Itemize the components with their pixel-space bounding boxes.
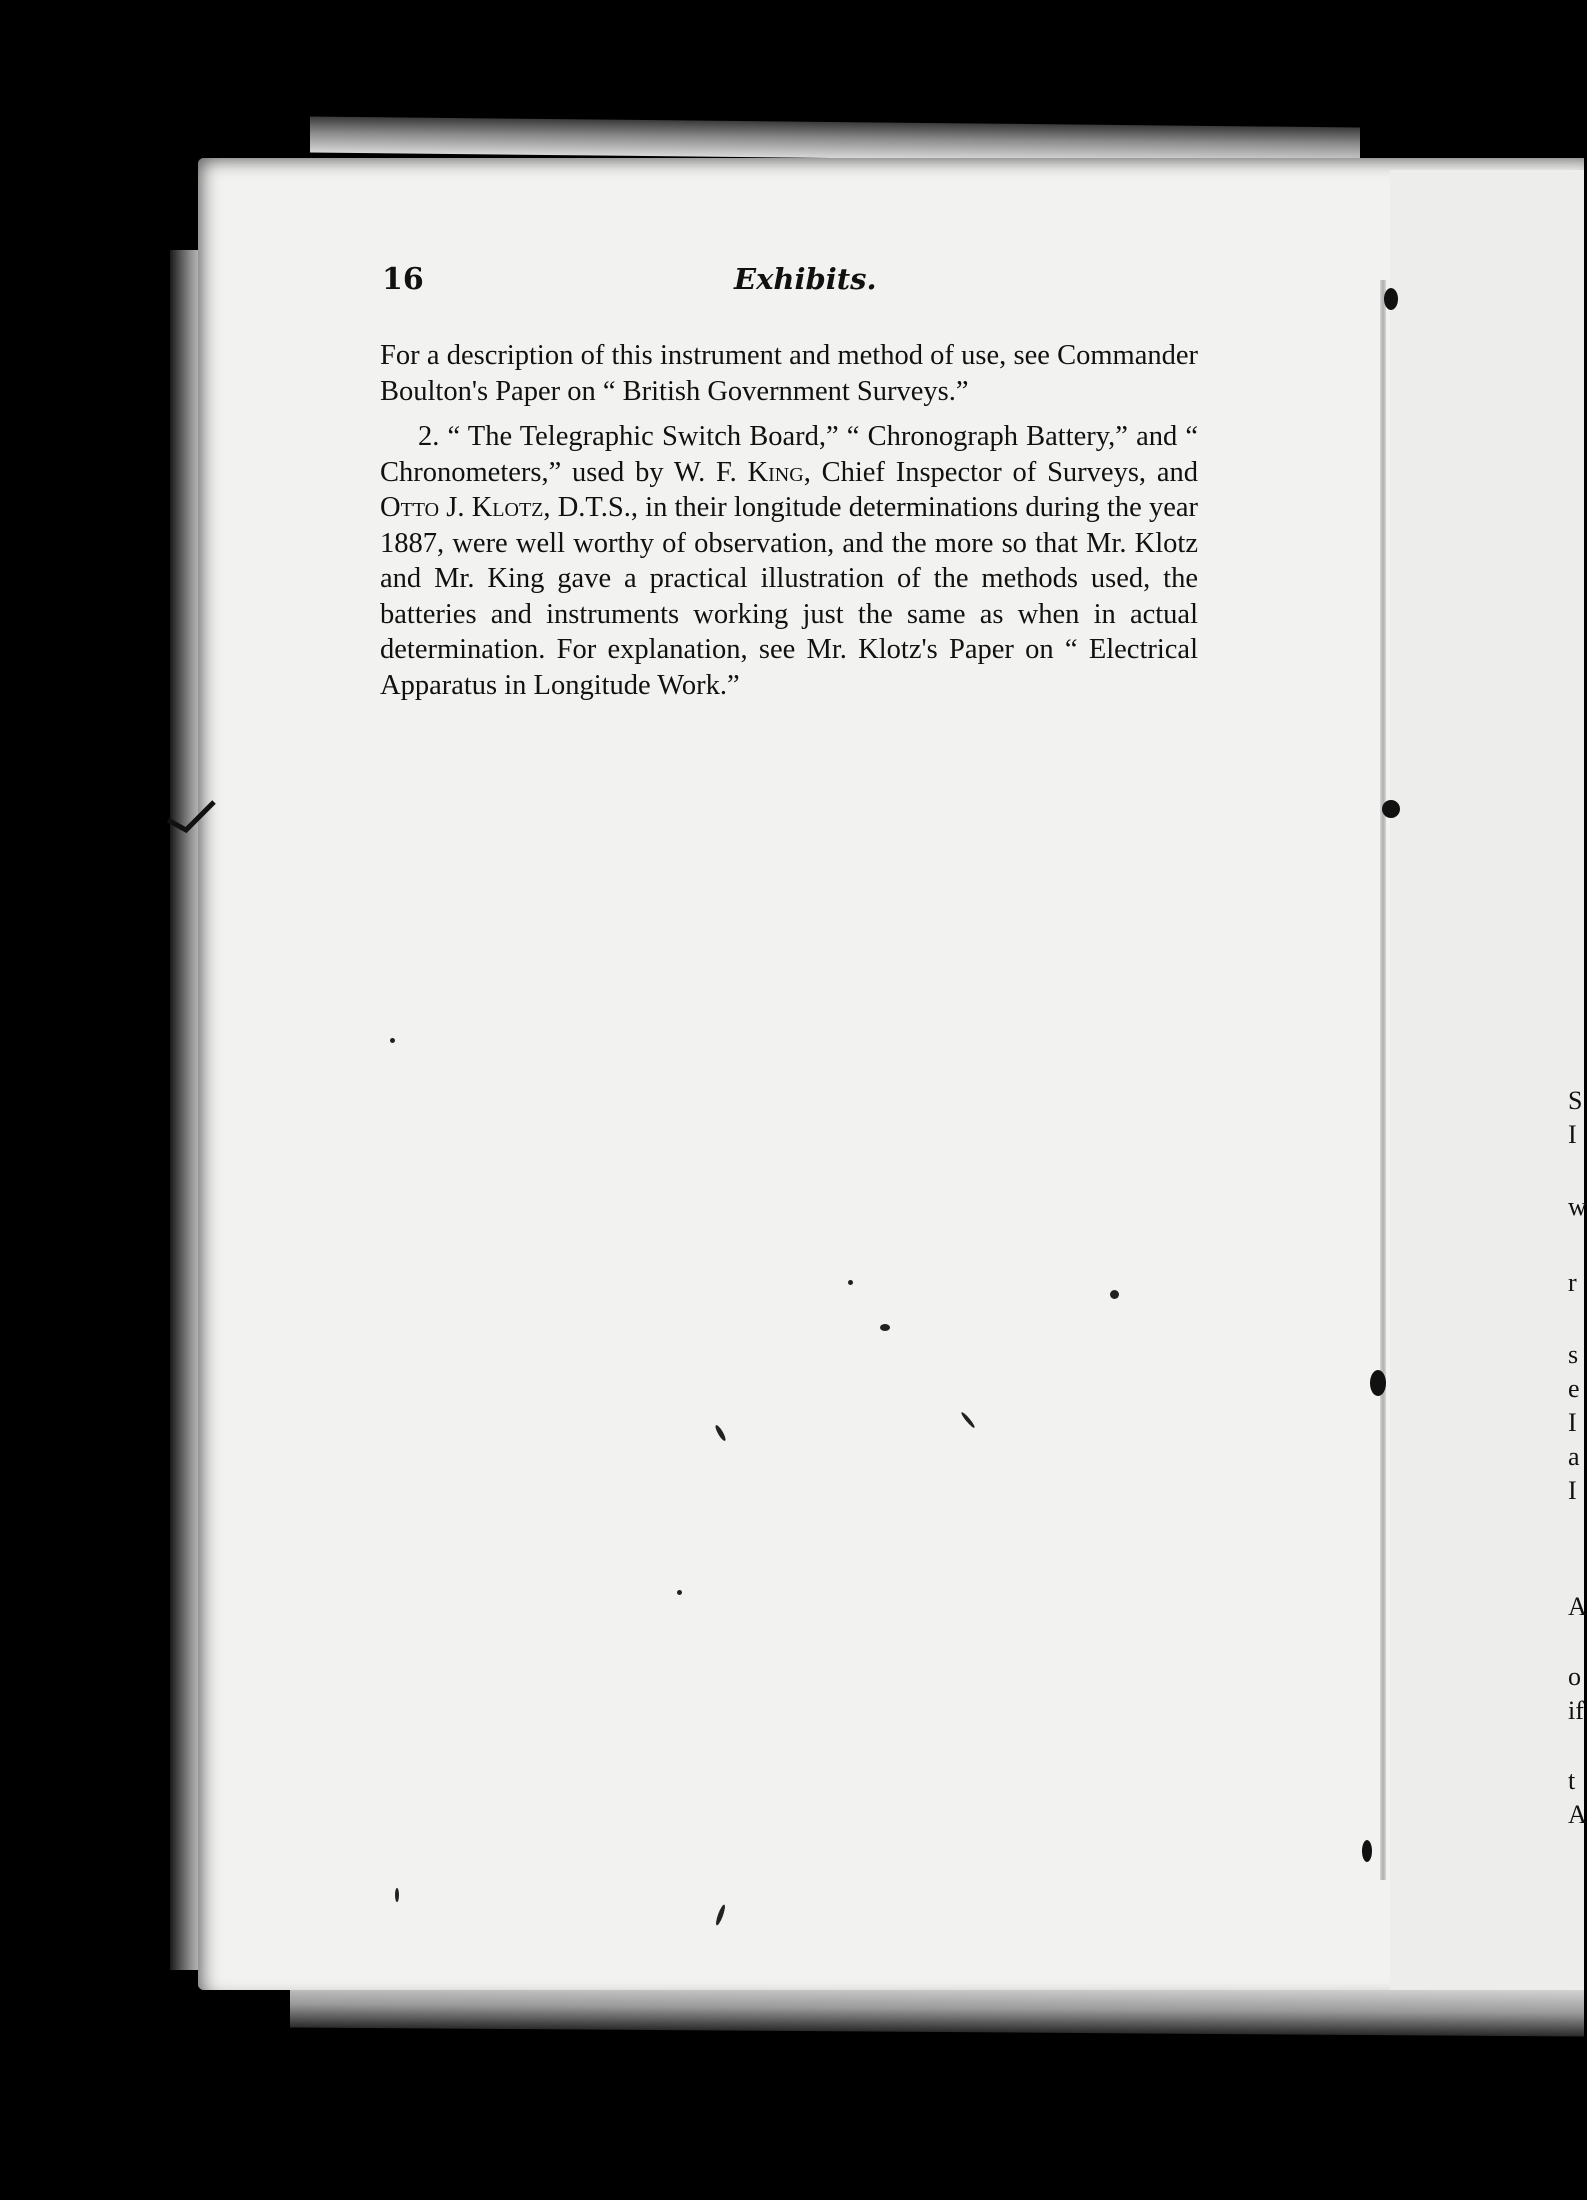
page-number: 16 [382,262,424,297]
page-heading: Exhibits. [734,262,877,296]
speck [1110,1290,1119,1299]
ink-blot [1382,800,1400,818]
ink-blot [1370,1370,1386,1396]
fragment-letter: r [1568,1268,1577,1297]
fragment-letter: w [1568,1192,1587,1221]
paragraph: For a description of this instrument and method of use, see Commander Boulton's Paper on “ British Government Surveys.” [380,340,1198,407]
body-text [380,338,1198,703]
small-caps-name: Klotz [471,492,544,523]
text-run: J. [439,492,472,523]
page-gutter [1380,280,1386,1880]
facing-page [1390,170,1584,1990]
small-caps-name: King [747,456,804,488]
fragment-letter: I [1568,1120,1577,1149]
fragment-letter: I [1568,1408,1577,1437]
fragment-letter: s [1568,1340,1579,1369]
fragment-letter: A [1568,1592,1587,1621]
speck [848,1280,853,1285]
speck [390,1038,395,1043]
fragment-letter: o [1568,1662,1581,1691]
running-head [382,262,1202,302]
fragment-letter: I [1568,1476,1577,1505]
pencil-check-mark [168,798,218,838]
paragraph-exhibit-2 [380,419,1198,703]
fragment-letter: t [1568,1766,1576,1795]
small-caps-name: Otto [380,492,440,523]
ink-blot [1384,288,1398,310]
fragment-letter: S [1568,1086,1583,1115]
fragment-letter: A [1568,1800,1587,1829]
next-page-fragment [1568,0,1587,2200]
fragment-letter: a [1568,1442,1580,1471]
speck [880,1324,890,1331]
fragment-letter: e [1568,1374,1580,1403]
speck [677,1590,682,1595]
speck [395,1888,399,1902]
text-run: 2. “ The Telegraphic Switch Board,” “ Chronograph Battery,” and “ Chronometers,” used by W. F. [380,421,1198,488]
fragment-letter: if [1568,1696,1584,1725]
page-edge-top [310,117,1360,164]
text-run: , D.T.S., in their longitude determinations during the year 1887, were well worthy of observation, and the more so that Mr. Klotz and Mr. King gave a practical illustration of the methods used, the batteries and instruments working just the same as when in actual determination. For explanation, see Mr. Klotz's Paper on “ Electrical Apparatus in Longitude Work.” [380,492,1198,701]
ink-blot [1362,1840,1372,1862]
text-run: , Chief Inspector of Surveys, and [803,456,1198,488]
